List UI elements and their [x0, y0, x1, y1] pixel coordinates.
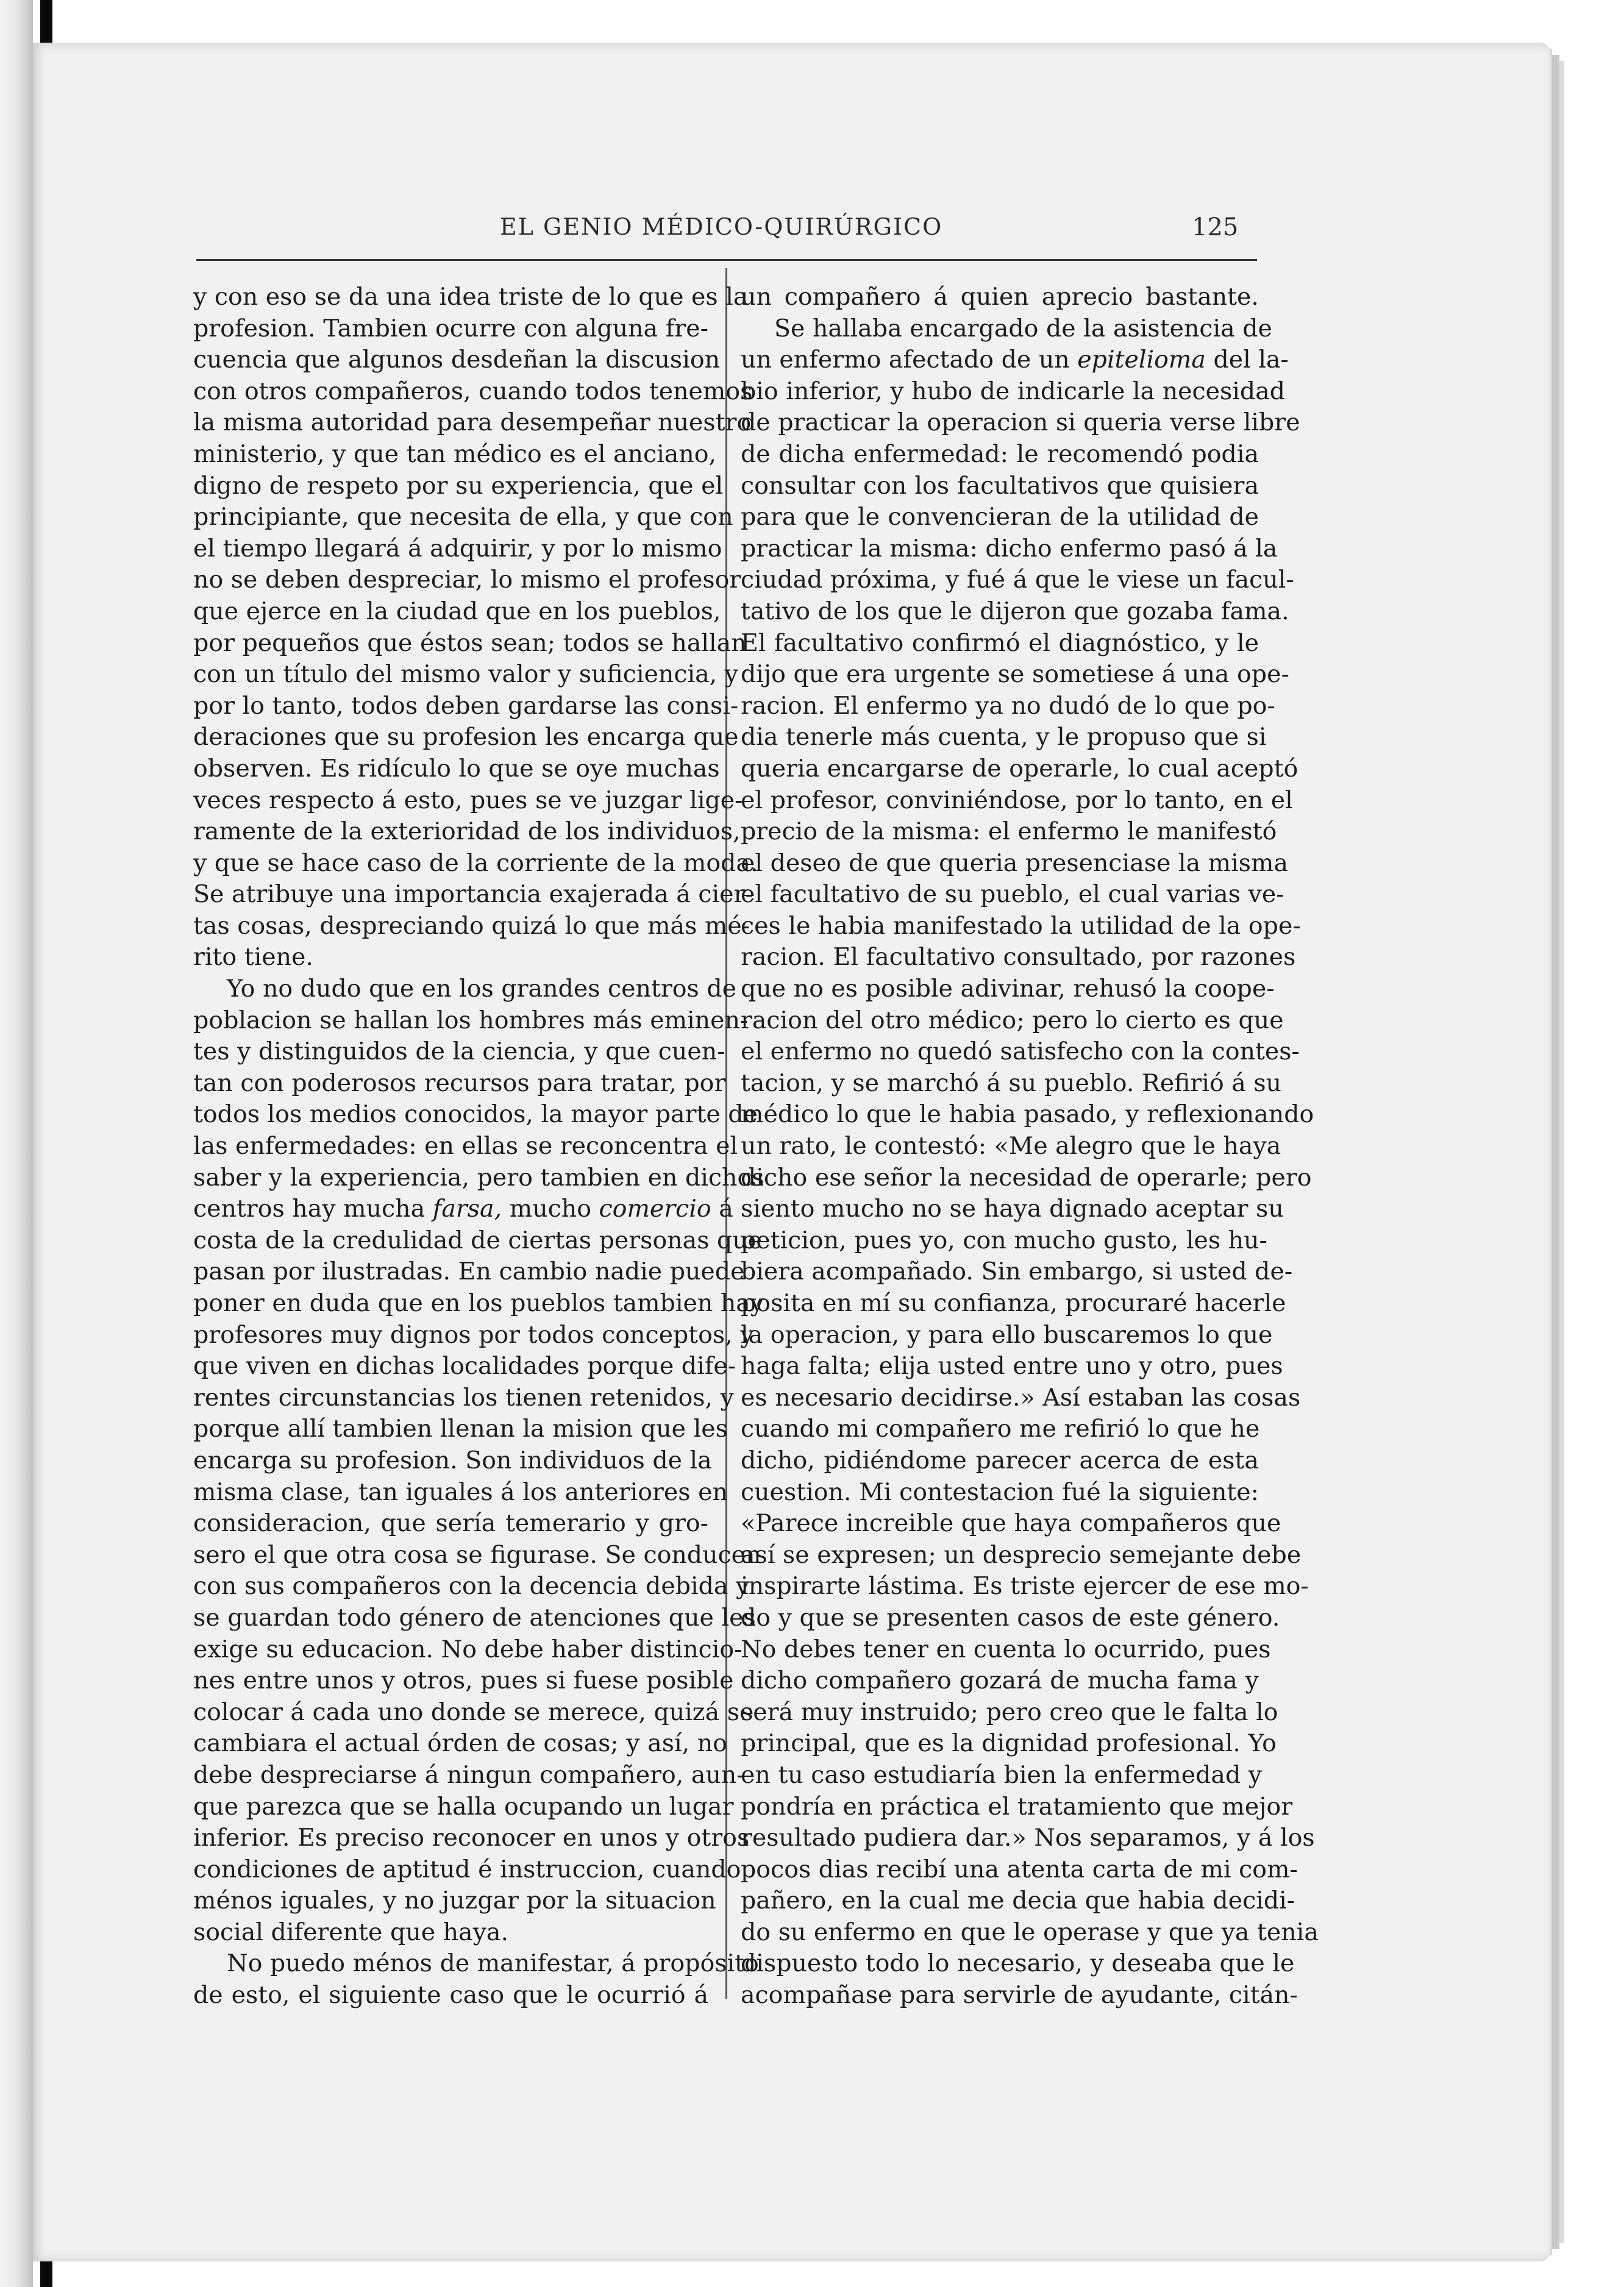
text-line [741, 785, 1293, 817]
text-line [193, 502, 733, 533]
text-line [193, 659, 739, 691]
text-line [741, 1917, 1319, 1949]
text-line [193, 1320, 754, 1351]
text-line [193, 1885, 716, 1917]
text-line [193, 1791, 734, 1823]
line-text: resultado pudiera dar.» Nos separamos, y á los [741, 1824, 1315, 1852]
text-line [741, 1728, 1277, 1760]
line-text: un compañero á quien aprecio bastante. [741, 283, 1259, 311]
text-line [193, 753, 720, 785]
line-text: poner en duda que en los pueblos tambien hay [193, 1289, 764, 1317]
text-line [741, 1665, 1259, 1697]
text-line [193, 407, 752, 439]
text-line [741, 1791, 1293, 1823]
text-line [193, 1225, 763, 1257]
line-text: social diferente que haya. [193, 1918, 509, 1946]
line-text: con un título del mismo valor y suficiencia, y [193, 660, 739, 689]
line-text: practicar la misma: dicho enfermo pasó á la [741, 534, 1278, 563]
line-text: se guardan todo género de atenciones que les [193, 1603, 756, 1632]
text-line [193, 628, 747, 660]
line-text: mucho [509, 1195, 591, 1223]
text-line [193, 1508, 708, 1540]
text-line [741, 911, 1301, 942]
text-line [193, 973, 736, 1005]
text-line [193, 1477, 728, 1509]
text-line [193, 911, 750, 942]
text-line [193, 722, 739, 753]
text-line [193, 1193, 733, 1225]
line-text: pocos dias recibí una atenta carta de mi com- [741, 1855, 1298, 1883]
text-line [193, 282, 748, 313]
line-text: Se hallaba encargado de la asistencia de [774, 314, 1272, 343]
line-text: un rato, le contestó: «Me alegro que le haya [741, 1132, 1281, 1161]
text-line [741, 502, 1259, 533]
line-text: rentes circunstancias los tienen retenidos, y [193, 1383, 734, 1412]
line-text: ces le habia manifestado la utilidad de la ope- [741, 911, 1301, 940]
text-line [741, 1571, 1309, 1602]
line-text: el tiempo llegará á adquirir, y por lo mismo [193, 534, 722, 563]
line-text: dicho ese señor la necesidad de operarle; pero [741, 1163, 1312, 1192]
text-line [741, 1823, 1315, 1854]
text-line [741, 344, 1289, 376]
text-line [193, 1382, 734, 1414]
line-text: que ejerce en la ciudad que en los pueblos, [193, 597, 721, 625]
line-text: costa de la credulidad de ciertas personas que [193, 1226, 763, 1254]
line-text: misma clase, tan iguales á los anteriores en [193, 1478, 728, 1506]
book-binding [0, 0, 33, 2287]
text-line [193, 1634, 743, 1666]
line-text: veces respecto á esto, pues se ve juzgar lige- [193, 786, 743, 814]
text-line [193, 313, 708, 345]
text-line [741, 1005, 1284, 1037]
text-line [741, 1131, 1281, 1162]
text-line [741, 1477, 1259, 1509]
text-line [741, 1602, 1280, 1634]
line-text: racion. El facultativo consultado, por razones [741, 943, 1296, 972]
line-text: que parezca que se halla ocupando un lugar [193, 1792, 734, 1821]
line-text: tes y distinguidos de la ciencia, y que cuen- [193, 1037, 725, 1066]
line-text: es necesario decidirse.» Así estaban las cosas [741, 1383, 1301, 1412]
text-line [741, 722, 1267, 753]
line-text: condiciones de aptitud é instruccion, cuando [193, 1855, 741, 1883]
line-text: biera acompañado. Sin embargo, si usted de- [741, 1257, 1293, 1286]
line-text: el deseo de que queria presenciase la misma [741, 848, 1289, 877]
line-text: ministerio, y que tan médico es el anciano, [193, 439, 717, 468]
line-text: el facultativo de su pueblo, el cual varias ve- [741, 880, 1284, 909]
line-text: pondría en práctica el tratamiento que mejor [741, 1792, 1293, 1821]
text-line [741, 471, 1259, 502]
text-line [741, 1854, 1298, 1886]
text-line [741, 1445, 1259, 1477]
line-text: dispuesto todo lo necesario, y deseaba que le [741, 1949, 1295, 1978]
line-text: tas cosas, despreciando quizá lo que más mé- [193, 911, 750, 940]
line-text: racion. El enfermo ya no dudó de lo que po- [741, 691, 1275, 720]
line-text: médico lo que le habia pasado, y reflexionando [741, 1100, 1314, 1129]
text-line [741, 1099, 1314, 1131]
line-text: acompañase para servirle de ayudante, citán- [741, 1981, 1298, 2010]
line-text: deraciones que su profesion les encarga que [193, 723, 739, 752]
line-text: dijo que era urgente se sometiese á una ope- [741, 660, 1289, 689]
line-text: consultar con los facultativos que quisiera [741, 471, 1259, 500]
text-line [741, 1320, 1273, 1351]
line-text: porque allí tambien llenan la mision que les [193, 1415, 728, 1443]
line-text: dicho, pidiéndome parecer acerca de esta [741, 1446, 1259, 1474]
line-text: tacion, y se marchó á su pueblo. Refirió á su [741, 1069, 1282, 1097]
line-text: observen. Es ridículo lo que se oye muchas [193, 754, 720, 783]
line-text: no se deben despreciar, lo mismo el profesor [193, 566, 741, 594]
line-text: rito tiene. [193, 943, 313, 972]
line-text: dia tenerle más cuenta, y le propuso que si [741, 723, 1267, 752]
line-text: por pequeños que éstos sean; todos se hallan [193, 628, 747, 657]
text-line [193, 1665, 734, 1697]
line-text: bio inferior, y hubo de indicarle la necesidad [741, 377, 1286, 405]
line-text: digno de respeto por su experiencia, que el [193, 471, 724, 500]
text-line [193, 596, 721, 628]
text-line [741, 1193, 1284, 1225]
text-line [741, 848, 1289, 880]
line-text: siento mucho no se haya dignado aceptar su [741, 1195, 1284, 1223]
text-line [193, 1854, 741, 1886]
line-text: tativo de los que le dijeron que gozaba fama. [741, 597, 1289, 625]
line-text: consideracion, que sería temerario y gro- [193, 1509, 708, 1538]
text-line [741, 1068, 1282, 1100]
text-line [741, 1697, 1278, 1729]
text-line [193, 1445, 712, 1477]
line-text: ciudad próxima, y fué á que le viese un facul- [741, 566, 1294, 594]
text-line [741, 691, 1275, 722]
line-text: posita en mí su confianza, procuraré hacerle [741, 1289, 1286, 1317]
page-number: 125 [1192, 213, 1239, 241]
text-line [741, 313, 1272, 345]
text-line [193, 1697, 754, 1729]
text-line [741, 1382, 1301, 1414]
text-line [741, 282, 1259, 313]
line-text: haga falta; elija usted entre uno y otro, pues [741, 1352, 1283, 1381]
line-text: ramente de la exterioridad de los individuos, [193, 817, 741, 846]
text-line [741, 1414, 1259, 1445]
line-text: encarga su profesion. Son individuos de la [193, 1446, 712, 1474]
line-text: todos los medios conocidos, la mayor parte de [193, 1100, 758, 1129]
line-text: No puedo ménos de manifestar, á propósito [227, 1949, 759, 1978]
line-text: y con eso se da una idea triste de lo que es la [193, 283, 748, 311]
text-line [193, 1099, 758, 1131]
text-line [193, 942, 708, 973]
line-text: cuestion. Mi contestacion fué la siguiente: [741, 1478, 1259, 1506]
line-text: cambiara el actual órden de cosas; y así, no [193, 1729, 727, 1758]
text-line [193, 1948, 759, 1980]
text-line [193, 1414, 728, 1445]
text-line [193, 1351, 736, 1382]
text-line [193, 1823, 750, 1854]
italic-text: farsa, [432, 1195, 502, 1223]
text-line [193, 879, 753, 911]
text-line [193, 848, 758, 880]
text-line [741, 1508, 1281, 1540]
line-text: inferior. Es preciso reconocer en unos y otros [193, 1824, 750, 1852]
text-line [193, 1917, 708, 1949]
text-line [741, 1288, 1286, 1320]
line-text: centros hay mucha [193, 1195, 426, 1223]
text-line [193, 564, 741, 596]
line-text: por lo tanto, todos deben gardarse las consi- [193, 691, 739, 720]
text-line [741, 1162, 1312, 1194]
line-text: un enfermo afectado de un [741, 346, 1070, 374]
line-text: la operacion, y para ello buscaremos lo que [741, 1320, 1273, 1349]
line-text: la misma autoridad para desempeñar nuestro [193, 408, 752, 437]
text-line [193, 1131, 738, 1162]
line-text: pañero, en la cual me decia que habia decidi- [741, 1887, 1295, 1915]
text-line [741, 942, 1296, 973]
line-text: do y que se presenten casos de este género. [741, 1603, 1280, 1632]
line-text: Yo no dudo que en los grandes centros de [227, 975, 736, 1003]
text-line [193, 1728, 727, 1760]
line-text: así se expresen; un desprecio semejante debe [741, 1540, 1302, 1569]
line-text: á [719, 1195, 733, 1223]
line-text: principal, que es la dignidad profesional. Yo [741, 1729, 1277, 1758]
text-line [193, 1036, 725, 1068]
right-column [741, 282, 1319, 2011]
text-line [741, 564, 1294, 596]
text-line [741, 816, 1277, 848]
line-text: de dicha enfermedad: le recomendó podia [741, 439, 1259, 468]
line-text: tan con poderosos recursos para tratar, por [193, 1069, 726, 1097]
left-column [193, 282, 764, 2011]
text-line [193, 1980, 708, 2011]
text-line [741, 1256, 1293, 1288]
line-text: pasan por ilustradas. En cambio nadie puede [193, 1257, 745, 1286]
page-edge [1559, 61, 1564, 2243]
italic-text: epitelioma [1077, 346, 1206, 374]
line-text: que no es posible adivinar, rehusó la coope- [741, 975, 1275, 1003]
line-text: y que se hace caso de la corriente de la moda. [193, 848, 758, 877]
line-text: nes entre unos y otros, pues si fuese posible [193, 1666, 734, 1695]
line-text: queria encargarse de operarle, lo cual aceptó [741, 754, 1298, 783]
line-text: ménos iguales, y no juzgar por la situacion [193, 1887, 716, 1915]
text-line [741, 533, 1278, 565]
line-text: en tu caso estudiaría bien la enfermedad y [741, 1760, 1263, 1789]
text-line [741, 596, 1289, 628]
line-text: El facultativo confirmó el diagnóstico, y le [741, 628, 1259, 657]
text-line [193, 1256, 745, 1288]
text-line [193, 344, 721, 376]
text-line [193, 691, 739, 722]
line-text: cuencia que algunos desdeñan la discusion [193, 346, 721, 374]
text-line [193, 1005, 749, 1037]
text-line [193, 1760, 745, 1791]
text-line [193, 785, 743, 817]
line-text: con sus compañeros con la decencia debida y [193, 1572, 750, 1601]
header-rule [196, 259, 1257, 261]
line-text: dicho compañero gozará de mucha fama y [741, 1666, 1259, 1695]
line-text: poblacion se hallan los hombres más eminen- [193, 1006, 749, 1034]
line-text: del la- [1213, 346, 1289, 374]
italic-text: comercio [599, 1195, 711, 1223]
text-line [193, 1162, 764, 1194]
text-line [741, 1948, 1295, 1980]
line-text: «Parece increible que haya compañeros que [741, 1509, 1281, 1538]
text-line [741, 439, 1259, 471]
text-line [193, 533, 722, 565]
text-line [741, 1540, 1302, 1571]
line-text: el profesor, conviniéndose, por lo tanto, en el [741, 786, 1293, 814]
line-text: sero el que otra cosa se figurase. Se conducen [193, 1540, 761, 1569]
text-line [741, 1885, 1295, 1917]
text-line [741, 1760, 1263, 1791]
line-text: cuando mi compañero me refirió lo que he [741, 1415, 1260, 1443]
text-line [741, 1036, 1300, 1068]
running-head: EL GENIO MÉDICO-QUIRÚRGICO [500, 213, 943, 240]
line-text: Se atribuye una importancia exajerada á cier- [193, 880, 753, 909]
line-text: exige su educacion. No debe haber distincio- [193, 1635, 743, 1663]
text-line [741, 1634, 1271, 1666]
text-line [741, 753, 1298, 785]
text-line [193, 816, 741, 848]
text-line [193, 376, 753, 408]
line-text: de practicar la operacion si queria verse libre [741, 408, 1300, 437]
line-text: do su enfermo en que le operase y que ya tenia [741, 1918, 1319, 1946]
text-line [741, 1225, 1267, 1257]
text-line [741, 973, 1275, 1005]
text-line [193, 1571, 750, 1602]
line-text: principiante, que necesita de ella, y que con [193, 503, 733, 532]
line-text: que viven en dichas localidades porque dife- [193, 1352, 736, 1381]
text-line [741, 1980, 1298, 2011]
text-line [741, 407, 1300, 439]
line-text: No debes tener en cuenta lo ocurrido, pues [741, 1635, 1271, 1663]
line-text: colocar á cada uno donde se merece, quizá se [193, 1698, 754, 1726]
line-text: para que le convencieran de la utilidad de [741, 503, 1259, 532]
line-text: precio de la misma: el enfermo le manifestó [741, 817, 1277, 846]
line-text: de esto, el siguiente caso que le ocurrió á [193, 1981, 708, 2010]
line-text: peticion, pues yo, con mucho gusto, les hu- [741, 1226, 1267, 1254]
text-line [193, 1288, 764, 1320]
text-line [193, 1540, 761, 1571]
line-text: el enfermo no quedó satisfecho con la contes- [741, 1037, 1300, 1066]
line-text: las enfermedades: en ellas se reconcentra el [193, 1132, 738, 1161]
line-text: debe despreciarse á ningun compañero, aun- [193, 1760, 745, 1789]
line-text: saber y la experiencia, pero tambien en dichos [193, 1163, 764, 1192]
text-line [741, 659, 1289, 691]
line-text: profesores muy dignos por todos conceptos, y [193, 1320, 754, 1349]
text-line [193, 439, 717, 471]
line-text: inspirarte lástima. Es triste ejercer de ese mo- [741, 1572, 1309, 1601]
line-text: racion del otro médico; pero lo cierto es que [741, 1006, 1284, 1034]
text-line [193, 471, 724, 502]
line-text: con otros compañeros, cuando todos tenemos [193, 377, 753, 405]
text-line [741, 628, 1259, 660]
text-line [193, 1068, 726, 1100]
text-line [741, 376, 1286, 408]
line-text: profesion. Tambien ocurre con alguna fre- [193, 314, 708, 343]
text-line [741, 879, 1284, 911]
page-edge [1552, 55, 1559, 2249]
line-text: será muy instruido; pero creo que le falta lo [741, 1698, 1278, 1726]
text-line [193, 1602, 756, 1634]
text-line [741, 1351, 1283, 1382]
